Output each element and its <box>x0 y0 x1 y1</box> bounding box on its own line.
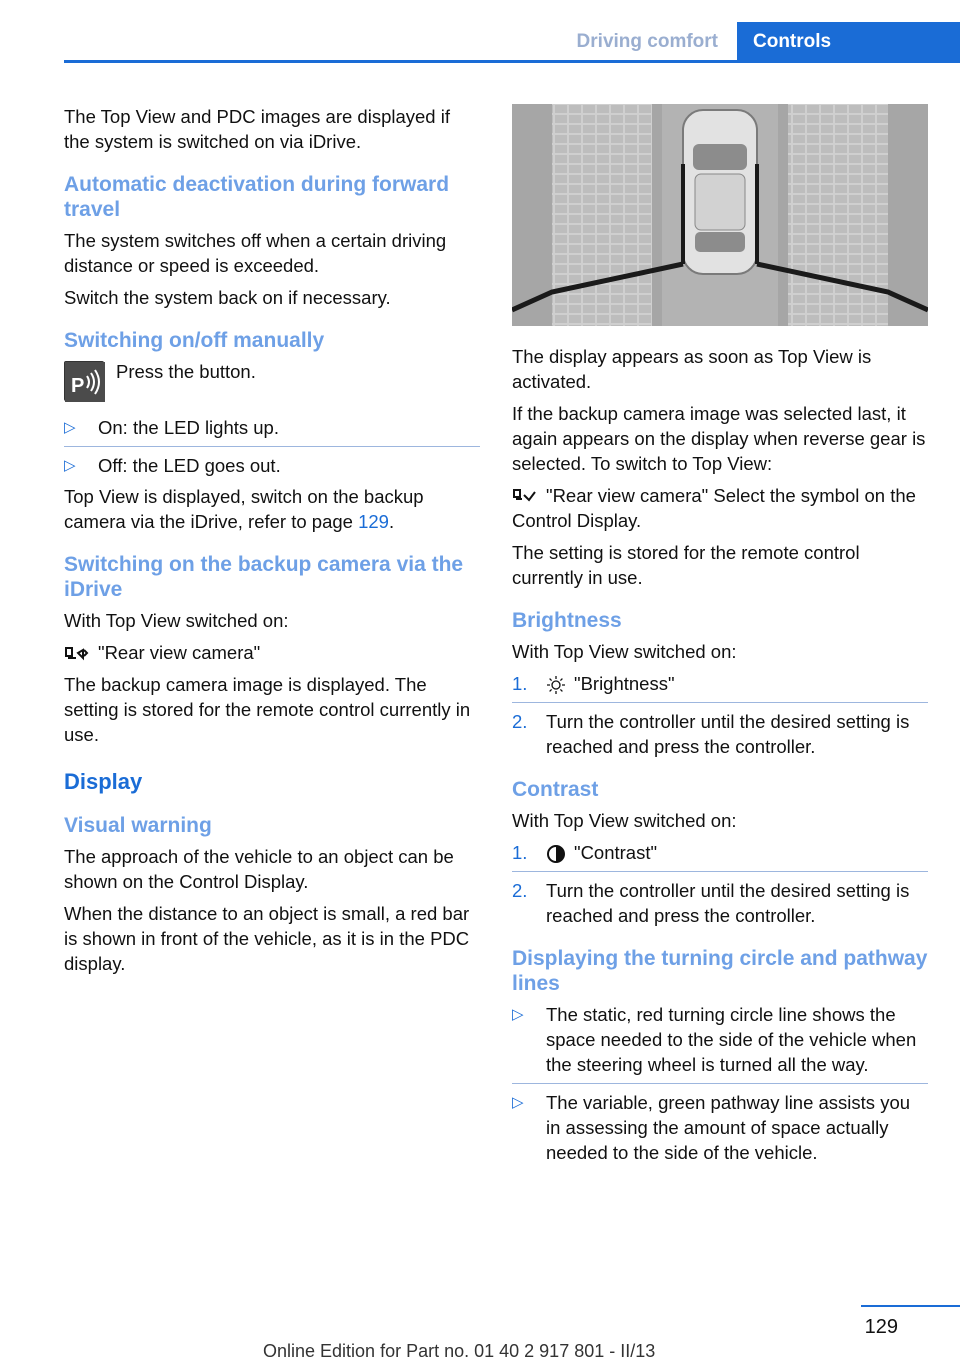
page-reference-link[interactable]: 129 <box>358 511 389 532</box>
visual-warning-text-2: When the distance to an object is small, a red bar is shown in front of the vehicle, as it is in the PDC display. <box>64 903 470 974</box>
header-tab-controls: Controls <box>737 22 960 63</box>
auto-deactivation-text-2: Switch the system back on if necessary. <box>64 287 391 308</box>
turning-circle-heading: Displaying the turning circle and pathway lines <box>512 947 928 995</box>
footer-edition: Online Edition for Part no. 01 40 2 917 801 - II/13 <box>263 1341 656 1361</box>
visual-warning-text-1: The approach of the vehicle to an object can be shown on the Control Display. <box>64 846 454 892</box>
brightness-intro: With Top View switched on: <box>512 641 737 662</box>
triangle-bullet-icon: ▷ <box>64 457 76 474</box>
list-item: 2. Turn the controller until the desired setting is reached and press the controller. <box>512 871 928 928</box>
list-item: 2. Turn the controller until the desired setting is reached and press the controller. <box>512 702 928 759</box>
press-button-row <box>64 359 480 405</box>
brightness-heading: Brightness <box>512 609 622 632</box>
page-number: 129 <box>864 1316 898 1338</box>
display-heading: Display <box>64 769 143 794</box>
svg-text:P: P <box>71 375 85 397</box>
rear-view-camera-icon <box>64 644 90 664</box>
list-item: ▷ The variable, green pathway line assists you in assessing the amount of space actually needed to the side of the vehicle. <box>512 1083 928 1165</box>
header-rule <box>64 60 960 63</box>
press-button-text: Press the button. <box>116 361 256 382</box>
top-view-display-image <box>512 104 928 326</box>
list-item: 1. "Brightness" <box>512 673 675 694</box>
auto-deactivation-text-1: The system switches off when a certain driving distance or speed is exceeded. <box>64 230 447 276</box>
rear-camera-menu-line: "Rear view camera" <box>64 640 480 665</box>
triangle-bullet-icon: ▷ <box>512 1094 524 1111</box>
brightness-steps <box>512 671 928 759</box>
list-item: ▷ Off: the LED goes out. <box>64 446 480 478</box>
setting-stored-text: The setting is stored for the remote control currently in use. <box>512 542 860 588</box>
rear-camera-select-line: "Rear view camera" Select the symbol on the Control Display. <box>512 485 916 531</box>
contrast-intro: With Top View switched on: <box>512 810 737 831</box>
contrast-heading: Contrast <box>512 778 599 801</box>
backup-camera-text-1: With Top View switched on: <box>64 610 289 631</box>
contrast-icon <box>546 844 566 864</box>
backup-image-text: If the backup camera image was selected last, it again appears on the display when reverse gear is selected. To switch to Top View: <box>512 403 926 474</box>
backup-camera-heading: Switching on the backup camera via the iDrive <box>64 553 464 601</box>
triangle-bullet-icon: ▷ <box>64 419 76 436</box>
list-item: ▷ On: the LED lights up. <box>64 417 279 438</box>
left-column <box>64 104 480 983</box>
rear-view-camera-icon <box>512 487 538 507</box>
backup-camera-text-2: The backup camera image is displayed. The setting is stored for the remote control currently in use. <box>64 674 471 745</box>
list-item: ▷ The static, red turning circle line shows the space needed to the side of the vehicle when the steering wheel is turned all the way. <box>512 1004 917 1075</box>
header-section: Driving comfort <box>576 31 718 52</box>
list-item: 1. "Contrast" <box>512 842 658 863</box>
intro-paragraph: The Top View and PDC images are displayed if the system is switched on via iDrive. <box>64 106 450 152</box>
right-column <box>512 104 928 1171</box>
visual-warning-heading: Visual warning <box>64 814 212 837</box>
manual-switch-list <box>64 415 480 478</box>
contrast-steps <box>512 840 928 928</box>
backup-camera-reference: Top View is displayed, switch on the backup camera via the iDrive, refer to page 129. <box>64 486 424 532</box>
manual-switch-heading: Switching on/off manually <box>64 329 325 352</box>
footer-rule <box>861 1305 960 1307</box>
display-activation-text: The display appears as soon as Top View is activated. <box>512 346 872 392</box>
top-view-button-icon <box>64 361 104 401</box>
auto-deactivation-heading: Automatic deactivation during forward travel <box>64 173 450 221</box>
triangle-bullet-icon: ▷ <box>512 1006 524 1023</box>
turning-circle-list <box>512 1002 928 1165</box>
brightness-icon <box>546 675 566 695</box>
